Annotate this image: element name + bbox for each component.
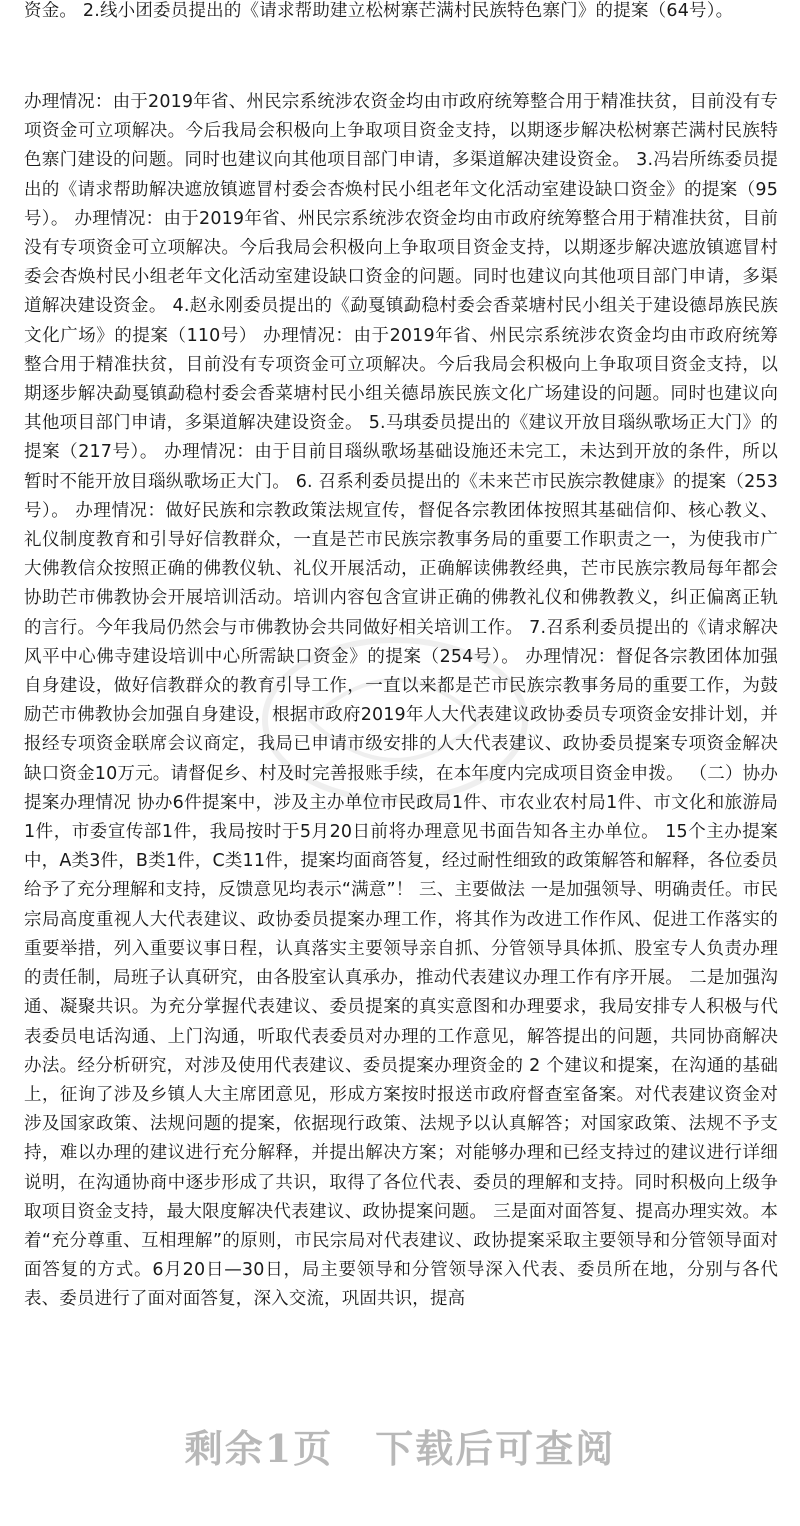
top-cut-text: 资金。 2.线小团委员提出的《请求帮助建立松树寨芒满村民族特色寨门》的提案（64号）。 <box>24 1 734 21</box>
document-body-text: 办理情况：由于2019年省、州民宗系统涉农资金均由市政府统筹整合用于精准扶贫，目前没有专项资金可立项解决。今后我局会积极向上争取项目资金支持，以期逐步解决松树寨芒满村民族特色寨门建设的问题。同时也建议向其他项目部门申请，多渠道解决建设资金。 3.冯岩所练委员提出的《请求帮助解决遮放镇遮冒村委会杏焕村民小组老年文化活动室建设缺口资金》的提案（95号）。 办理情况：由于2019年省、州民宗系统涉农资金均由市政府统筹整合用于精准扶贫，目前没有专项资金可立项解决。今后我局会积极向上争取项目资金支持，以期逐步解决遮放镇遮冒村委会杏焕村民小组老年文化活动室建设缺口资金的问题。同时也建议向其他项目部门申请，多渠道解决建设资金。 4.赵永刚委员提出的《勐戛镇勐稳村委会香菜塘村民小组关于建设德昂族民族文化广场》的提案（110号） 办理情况：由于2019年省、州民宗系统涉农资金均由市政府统筹整合用于精准扶贫，目前没有专项资金可立项解决。今后我局会积极向上争取项目资金支持，以期逐步解决勐戛镇勐稳村委会香菜塘村民小组关德昂族民族文化广场建设的问题。同时也建议向其他项目部门申请，多渠道解决建设资金。 5.马琪委员提出的《建议开放目瑙纵歌场正大门》的提案（217号）。 办理情况：由于目前目瑙纵歌场基础设施还未完工，未达到开放的条件，所以暂时不能开放目瑙纵歌场正大门。 6. 召系利委员提出的《未来芒市民族宗教健康》的提案（253号）。 办理情况：做好民族和宗教政策法规宣传，督促各宗教团体按照其基础信仰、核心教义、礼仪制度教育和引导好信教群众，一直是芒市民族宗教事务局的重要工作职责之一，为使我市广大佛教信众按照正确的佛教仪轨、礼仪开展活动，正确解读佛教经典，芒市民族宗教局每年都会协助芒市佛教协会开展培训活动。培训内容包含宣讲正确的佛教礼仪和佛教教义，纠正偏离正轨的言行。今年我局仍然会与市佛教协会共同做好相关培训工作。 7.召系利委员提出的《请求解决风平中心佛寺建设培训中心所需缺口资金》的提案（254号）。 办理情况：督促各宗教团体加强自身建设，做好信教群众的教育引导工作，一直以来都是芒市民族宗教事务局的重要工作，为鼓励芒市佛教协会加强自身建设，根据市政府2019年人大代表建议政协委员专项资金安排计划，并报经专项资金联席会议商定，我局已申请市级安排的人大代表建议、政协委员提案专项资金解决缺口资金10万元。请督促乡、村及时完善报账手续，在本年度内完成项目资金申拨。 （二）协办提案办理情况 协办6件提案中，涉及主办单位市民政局1件、市农业农村局1件、市文化和旅游局1件，市委宣传部1件，我局按时于5月20日前将办理意见书面告知各主办单位。 15个主办提案中，A类3件，B类1件，C类11件，提案均面商答复，经过耐性细致的政策解答和解释，各位委员给予了充分理解和支持，反馈意见均表示“满意”！ 三、主要做法 一是加强领导、明确责任。市民宗局高度重视人大代表建议、政协委员提案办理工作，将其作为改进工作作风、促进工作落实的重要举措，列入重要议事日程，认真落实主要领导亲自抓、分管领导具体抓、股室专人负责办理的责任制，局班子认真研究，由各股室认真承办，推动代表建议办理工作有序开展。 二是加强沟通、凝聚共识。为充分掌握代表建议、委员提案的真实意图和办理要求，我局安排专人积极与代表委员电话沟通、上门沟通，听取代表委员对办理的工作意见，解答提出的问题，共同协商解决办法。经分析研究，对涉及使用代表建议、委员提案办理资金的 2 个建议和提案，在沟通的基础上，征询了涉及乡镇人大主席团意见，形成方案按时报送市政府督查室备案。对代表建议资金对涉及国家政策、法规问题的提案，依据现行政策、法规予以认真解答；对国家政策、法规不予支持，难以办理的建议进行充分解释，并提出解决方案；对能够办理和已经支持过的建议进行详细说明，在沟通协商中逐步形成了共识，取得了各位代表、委员的理解和支持。同时积极向上级争取项目资金支持，最大限度解决代表建议、政协提案问题。 三是面对面答复、提高办理实效。本着“充分尊重、互相理解”的原则，市民宗局对代表建议、政协提案采取主要领导和分管领导面对面答复的方式。6月20日—30日，局主要领导和分管领导深入代表、委员所在地，分别与各代表、委员进行了面对面答复，深入交流，巩固共识，提高 <box>24 92 778 1310</box>
remaining-pages-label: 剩余1页 <box>184 1426 334 1471</box>
download-to-view-label[interactable]: 下载后可查阅 <box>375 1426 616 1471</box>
download-prompt[interactable] <box>0 1418 800 1473</box>
